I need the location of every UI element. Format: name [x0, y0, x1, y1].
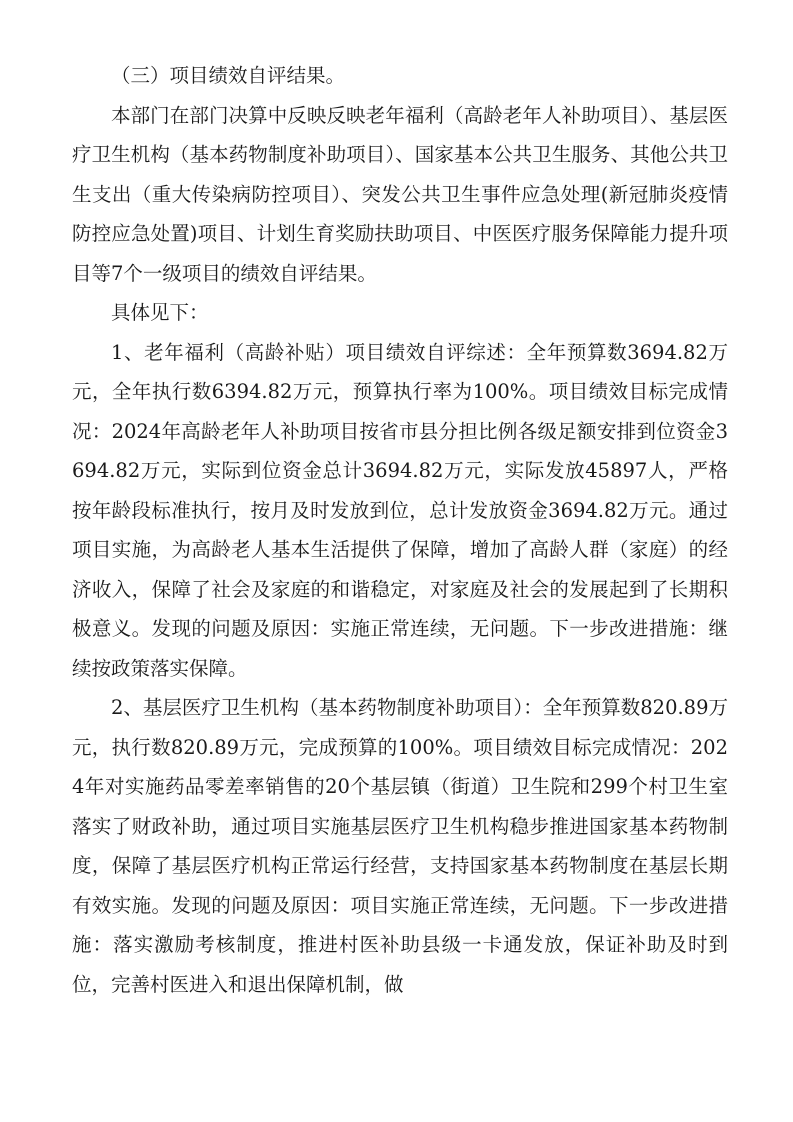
- document-page: [72, 56, 728, 1004]
- item-2-primary-care-paragraph: 2、基层医疗卫生机构（基本药物制度补助项目）：全年预算数820.89万元，执行数820.89万元，完成预算的100%。项目绩效目标完成情况：2024年对实施药品零差率销售的20个基层镇（街道）卫生院和299个村卫生室落实了财政补助，通过项目实施基层医疗卫生机构稳步推进国家基本药物制度，保障了基层医疗机构正常运行经营，支持国家基本药物制度在基层长期有效实施。发现的问题及原因：项目实施正常连续，无问题。下一步改进措施：落实激励考核制度，推进村医补助县级一卡通发放，保证补助及时到位，完善村医进入和退出保障机制，做: [72, 696, 728, 996]
- details-lead-paragraph: 具体见下：: [111, 301, 209, 324]
- item-1-elderly-welfare-paragraph: 1、老年福利（高龄补贴）项目绩效自评综述：全年预算数3694.82万元，全年执行数6394.82万元，预算执行率为100%。项目绩效目标完成情况：2024年高龄老年人补助项目按省市县分担比例各级足额安排到位资金3694.82万元，实际到位资金总计3694.82万元，实际发放45897人，严格按年龄段标准执行，按月及时发放到位，总计发放资金3694.82万元。通过项目实施，为高龄老人基本生活提供了保障，增加了高龄人群（家庭）的经济收入，保障了社会及家庭的和谐稳定，对家庭及社会的发展起到了长期积极意义。发现的问题及原因：实施正常连续，无问题。下一步改进措施：继续按政策落实保障。: [72, 340, 728, 680]
- intro-paragraph: 本部门在部门决算中反映反映老年福利（高龄老年人补助项目）、基层医疗卫生机构（基本药物制度补助项目）、国家基本公共卫生服务、其他公共卫生支出（重大传染病防控项目）、突发公共卫生事件应急处理(新冠肺炎疫情防控应急处置)项目、计划生育奖励扶助项目、中医医疗服务保障能力提升项目等7个一级项目的绩效自评结果。: [72, 103, 728, 285]
- section-heading: （三）项目绩效自评结果。: [111, 64, 346, 87]
